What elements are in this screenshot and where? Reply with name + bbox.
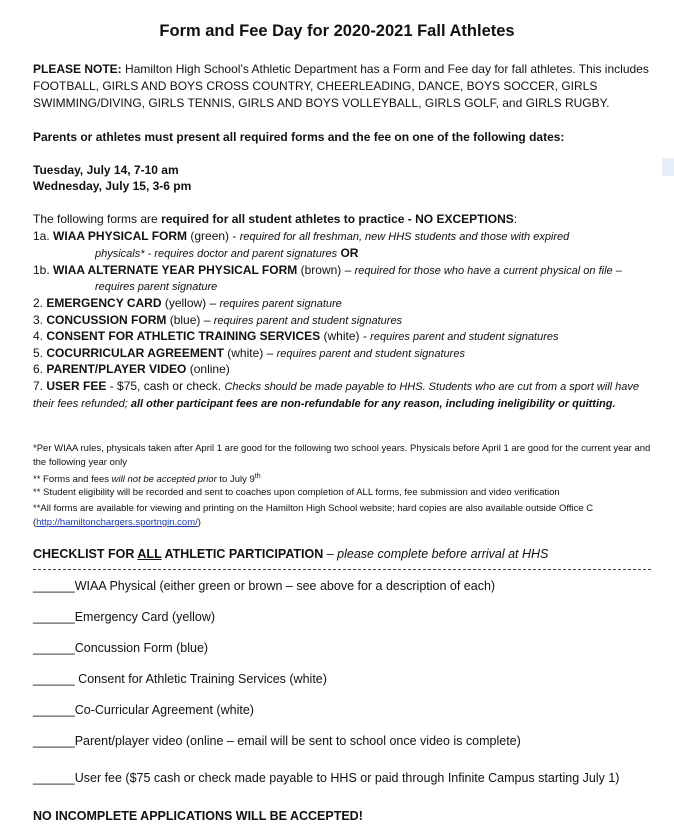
form-name: COCURRICULAR AGREEMENT bbox=[46, 346, 224, 360]
form-name: WIAA PHYSICAL FORM bbox=[53, 229, 188, 243]
final-notice: NO INCOMPLETE APPLICATIONS WILL BE ACCEPTED! bbox=[33, 809, 363, 823]
present-line: Parents or athletes must present all required forms and the fee on one of the following dates: bbox=[33, 130, 565, 144]
form-desc-cont: requires parent signature bbox=[95, 281, 218, 293]
footnote-physicals: *Per WIAA rules, physicals taken after April 1 are good for the following two school years. Physicals before April 1 are good for the current year and the following year only bbox=[33, 443, 651, 468]
form-number: 6. bbox=[33, 362, 44, 376]
checklist-item: ______User fee ($75 cash or check made payable to HHS or paid through Infinite Campus starting July 1) bbox=[33, 771, 620, 785]
form-item-3 bbox=[33, 312, 653, 329]
fee-note: Checks should be made payable to HHS. Students who are cut from a sport will have their fees refunded; bbox=[33, 381, 639, 410]
website-link[interactable]: http://hamiltonchargers.sportngin.com/ bbox=[36, 517, 198, 528]
form-item-1b bbox=[33, 262, 653, 279]
checklist-item: ______Parent/player video (online – email will be sent to school once video is complete) bbox=[33, 734, 521, 748]
form-item-4 bbox=[33, 328, 653, 345]
note-paragraph bbox=[33, 61, 653, 112]
form-item-7-fee bbox=[33, 378, 653, 412]
form-number: 3. bbox=[33, 313, 44, 327]
checklist-head-all: ALL bbox=[137, 547, 162, 561]
form-color: (green) - bbox=[187, 229, 240, 243]
form-or: OR bbox=[337, 246, 359, 260]
form-number: 1a. bbox=[33, 229, 50, 243]
checklist-item: ______WIAA Physical (either green or brown – see above for a description of each) bbox=[33, 579, 496, 593]
form-number: 5. bbox=[33, 346, 44, 360]
fee-method: cash or check. bbox=[140, 379, 225, 393]
fee-name: USER FEE bbox=[46, 379, 107, 393]
footnote-available-text: **All forms are available for viewing and printing on the Hamilton High School website; hard copies are also available outside Office C ( bbox=[33, 503, 594, 528]
checklist-divider bbox=[33, 569, 651, 570]
page-title: Form and Fee Day for 2020-2021 Fall Athletes bbox=[159, 22, 515, 40]
form-item-6 bbox=[33, 361, 653, 377]
checklist-item: ______Concussion Form (blue) bbox=[33, 641, 209, 655]
date-2: Wednesday, July 15, 3-6 pm bbox=[33, 179, 192, 193]
form-item-2 bbox=[33, 295, 653, 312]
form-desc: requires parent and student signatures bbox=[276, 348, 465, 360]
form-name: PARENT/PLAYER VIDEO bbox=[46, 362, 187, 376]
footnote-deadline-end: to July 9 bbox=[216, 474, 255, 486]
form-number: 1b. bbox=[33, 263, 50, 277]
form-color: (yellow) – bbox=[161, 296, 220, 310]
form-color: (brown) – bbox=[297, 263, 355, 277]
checklist-item: ______Co-Curricular Agreement (white) bbox=[33, 703, 254, 717]
form-number: 7. bbox=[33, 379, 44, 393]
checklist-head-italic: – please complete before arrival at HHS bbox=[323, 547, 549, 561]
form-item-1a-cont bbox=[95, 245, 655, 262]
checklist-head-end: ATHLETIC PARTICIPATION bbox=[161, 547, 324, 561]
fee-amount: - $75, bbox=[106, 379, 141, 393]
form-color: (blue) – bbox=[166, 313, 214, 327]
checklist-item: ______Emergency Card (yellow) bbox=[33, 610, 216, 624]
form-desc: required for all freshman, new HHS students and those with expired bbox=[239, 231, 570, 243]
forms-intro-start: The following forms are bbox=[33, 212, 162, 226]
footnote-sup: th bbox=[254, 473, 261, 480]
footnote-available-end: ) bbox=[197, 517, 201, 528]
checklist-head-start: CHECKLIST FOR bbox=[33, 547, 138, 561]
form-name: CONSENT FOR ATHLETIC TRAINING SERVICES bbox=[46, 329, 321, 343]
note-text: Hamilton High School’s Athletic Department has a Form and Fee day for fall athletes. This includes FOOTBALL, GIRLS AND BOYS CROSS COUNTRY, CHEERLEADING, DANCE, BOYS SOCCER, GIRLS SWIMMING/DIVING, GIRLS TENNIS, GIRLS AND BOYS VOLLEYBALL, GIRLS GOLF, and GIRLS RUGBY. bbox=[33, 62, 649, 110]
forms-intro-end: : bbox=[513, 212, 518, 226]
form-desc-cont: physicals* - requires doctor and parent signatures bbox=[95, 248, 338, 260]
form-color: (online) bbox=[186, 362, 230, 376]
fee-note-bold: all other participant fees are non-refundable for any reason, including ineligibility or quitting. bbox=[130, 398, 616, 410]
form-item-1a bbox=[33, 228, 653, 245]
footnote-deadline-start: ** Forms and fees bbox=[33, 474, 112, 486]
form-desc: requires parent signature bbox=[219, 298, 342, 310]
form-item-5 bbox=[33, 345, 653, 362]
date-1: Tuesday, July 14, 7-10 am bbox=[33, 163, 179, 177]
form-desc: requires parent and student signatures bbox=[370, 331, 559, 343]
forms-intro bbox=[33, 211, 653, 228]
checklist-heading bbox=[33, 546, 653, 563]
forms-intro-bold: required for all student athletes to practice - NO EXCEPTIONS bbox=[161, 212, 514, 226]
form-name: EMERGENCY CARD bbox=[46, 296, 162, 310]
form-item-1b-cont bbox=[95, 278, 655, 295]
form-number: 4. bbox=[33, 329, 44, 343]
scroll-marker bbox=[662, 158, 674, 176]
footnote-available bbox=[33, 502, 653, 530]
form-number: 2. bbox=[33, 296, 44, 310]
form-name: WIAA ALTERNATE YEAR PHYSICAL FORM bbox=[53, 263, 298, 277]
footnote-eligibility: ** Student eligibility will be recorded and sent to coaches upon completion of ALL forms, fee submission and video verification bbox=[33, 487, 560, 498]
form-color: (white) – bbox=[223, 346, 277, 360]
form-name: CONCUSSION FORM bbox=[46, 313, 167, 327]
note-label: PLEASE NOTE: bbox=[33, 62, 122, 76]
form-desc: required for those who have a current physical on file – bbox=[354, 265, 622, 277]
footnote-deadline-italic: will not be accepted prior bbox=[111, 474, 217, 486]
form-desc: requires parent and student signatures bbox=[213, 315, 403, 327]
checklist-item: ______ Consent for Athletic Training Services (white) bbox=[33, 672, 327, 686]
form-color: (white) - bbox=[320, 329, 371, 343]
footnote-deadline bbox=[33, 470, 653, 487]
